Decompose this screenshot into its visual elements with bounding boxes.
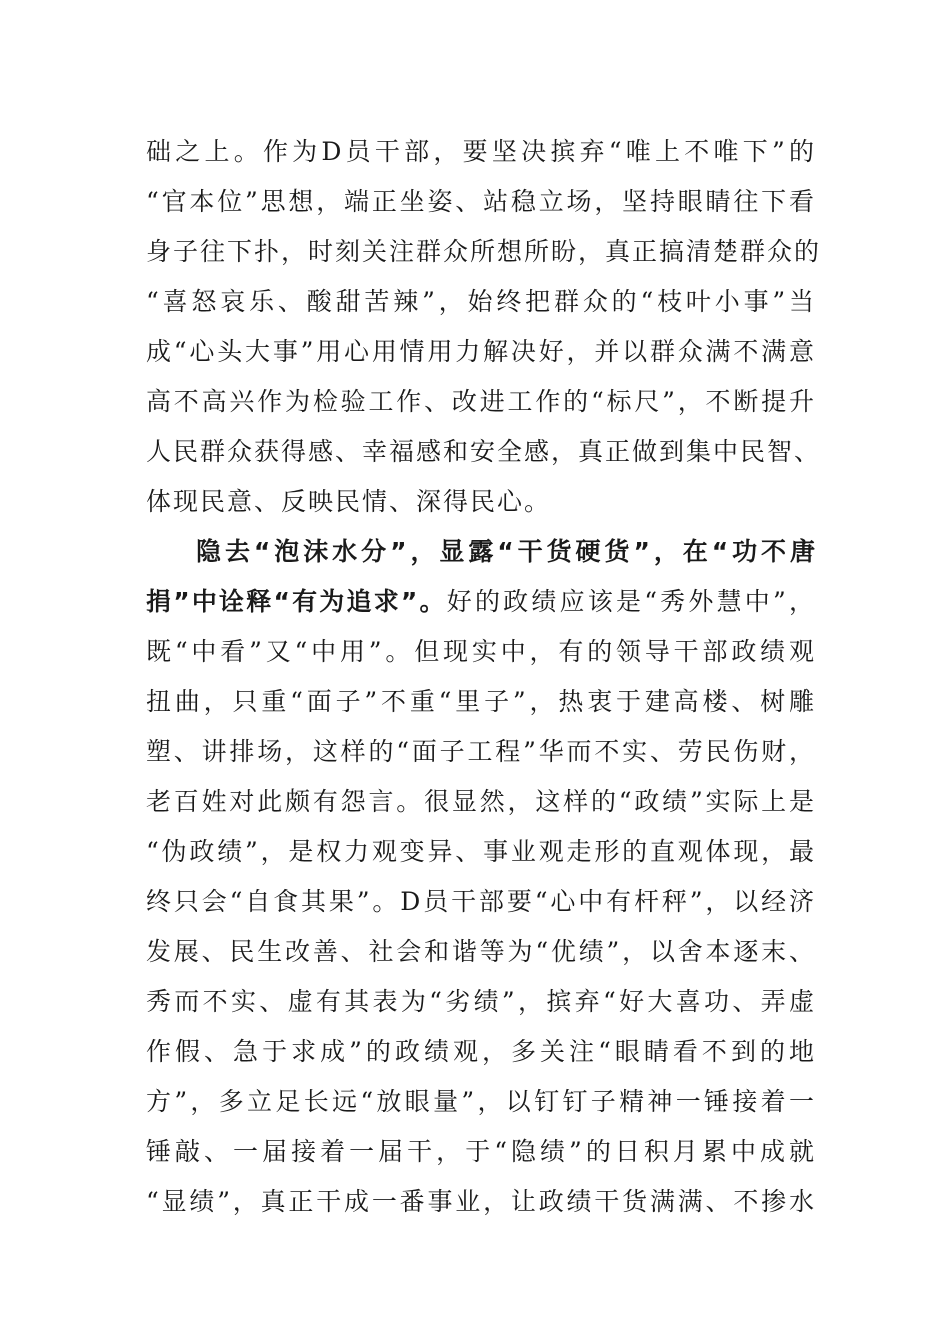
paragraph-2-line-14: “显绩”，真正干成一番事业，让政绩干货满满、不掺水 — [146, 1187, 816, 1216]
paragraph-2-line-4: 扭曲，只重“面子”不重“里子”，热衷于建高楼、树雕 — [146, 687, 816, 716]
paragraph-1-line-3: 身子往下扑，时刻关注群众所想所盼，真正搞清楚群众的 — [146, 237, 822, 266]
paragraph-2-line-7: “伪政绩”，是权力观变异、事业观走形的直观体现，最 — [146, 837, 816, 866]
paragraph-1-line-5: 成“心头大事”用心用情用力解决好，并以群众满不满意 — [146, 337, 816, 366]
paragraph-2-line-8: 终只会“自食其果”。D员干部要“心中有杆秤”，以经济 — [146, 887, 816, 916]
paragraph-2-line-2 — [146, 577, 816, 627]
paragraph-2-line-9: 发展、民生改善、社会和谐等为“优绩”，以舍本逐末、 — [146, 937, 816, 966]
paragraph-2-line-13: 锤敲、一届接着一届干，于“隐绩”的日积月累中成就 — [146, 1137, 816, 1166]
paragraph-1-line-8: 体现民意、反映民情、深得民心。 — [146, 487, 552, 516]
paragraph-2-line-10: 秀而不实、虚有其表为“劣绩”，摈弃“好大喜功、弄虚 — [146, 987, 816, 1016]
paragraph-2-heading-line-2: 捐”中诠释“有为追求”。 — [146, 587, 447, 616]
paragraph-1-line-1: 础之上。作为D员干部，要坚决摈弃“唯上不唯下”的 — [146, 137, 816, 166]
paragraph-1-line-4: “喜怒哀乐、酸甜苦辣”，始终把群众的“枝叶小事”当 — [146, 287, 816, 316]
paragraph-1-line-6: 高不高兴作为检验工作、改进工作的“标尺”，不断提升 — [146, 387, 816, 416]
paragraph-2-line-11: 作假、急于求成”的政绩观，多关注“眼睛看不到的地 — [146, 1037, 816, 1066]
paragraph-2-line-6: 老百姓对此颇有怨言。很显然，这样的“政绩”实际上是 — [146, 787, 816, 816]
paragraph-1-line-7: 人民群众获得感、幸福感和安全感，真正做到集中民智、 — [146, 437, 822, 466]
paragraph-2-line-2-rest: 好的政绩应该是“秀外慧中”， — [446, 587, 816, 616]
paragraph-2-line-12: 方”，多立足长远“放眼量”，以钉钉子精神一锤接着一 — [146, 1087, 816, 1116]
paragraph-2-heading-line-1: 隐去“泡沫水分”，显露“干货硬货”，在“功不唐 — [196, 537, 816, 566]
paragraph-2-line-5: 塑、讲排场，这样的“面子工程”华而不实、劳民伤财， — [146, 737, 816, 766]
paragraph-1-line-2: “官本位”思想，端正坐姿、站稳立场，坚持眼睛往下看 — [146, 187, 816, 216]
paragraph-2-line-3: 既“中看”又“中用”。但现实中，有的领导干部政绩观 — [146, 637, 816, 666]
